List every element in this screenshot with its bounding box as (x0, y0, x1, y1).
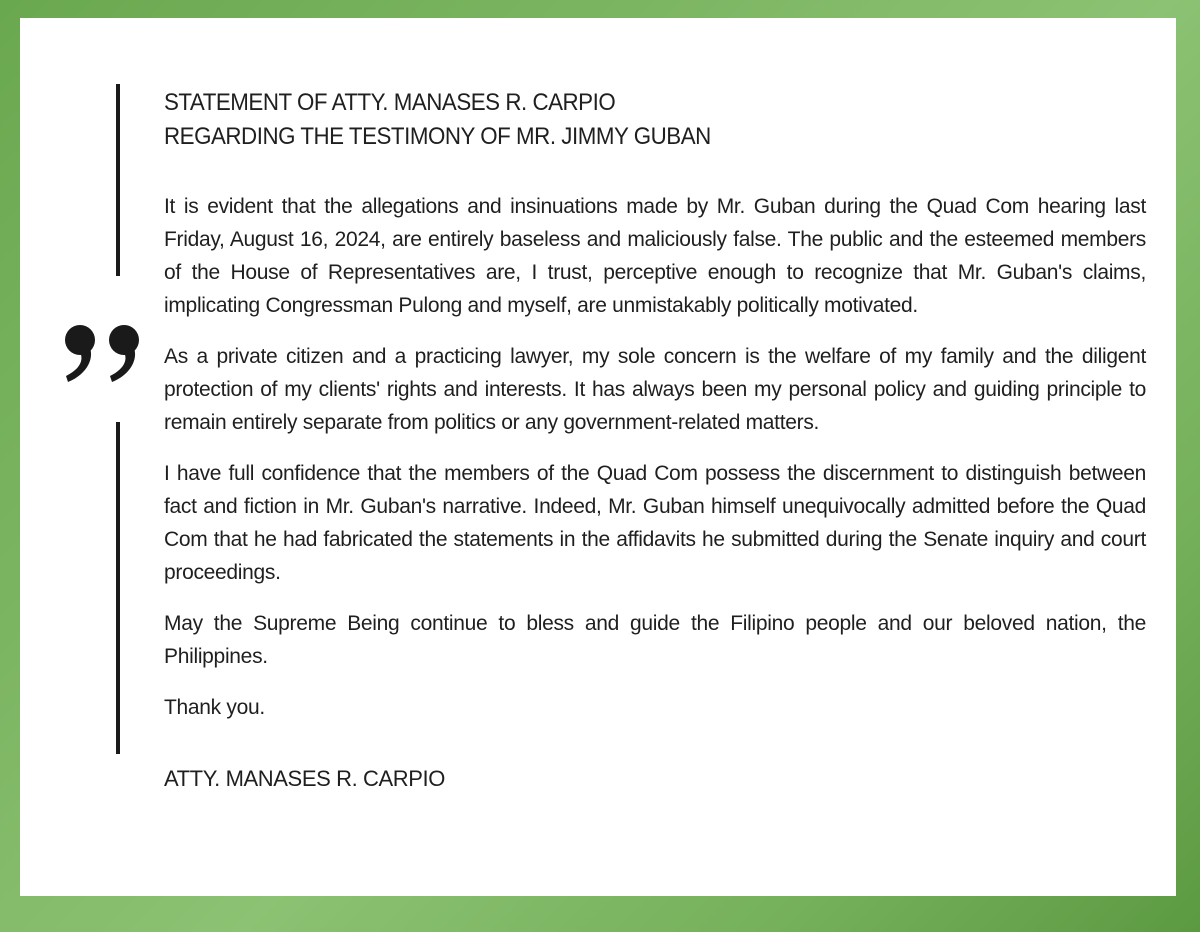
paragraph-4: May the Supreme Being continue to bless and guide the Filipino people and our beloved nation, the Philippines. (164, 612, 1146, 668)
signature: ATTY. MANASES R. CARPIO (164, 766, 445, 791)
statement-title (164, 86, 1146, 154)
paragraph-3: I have full confidence that the members of the Quad Com possess the discernment to distinguish between fact and fiction in Mr. Guban's narrative. Indeed, Mr. Guban himself unequivocally admitted before the Quad Com that he had fabricated the statements in the affidavits he submitted during the Senate inquiry and court proceedings. (164, 462, 1146, 584)
closing-line: Thank you. (164, 696, 265, 719)
paragraph-1: It is evident that the allegations and insinuations made by Mr. Guban during the Quad Com hearing last Friday, August 16, 2024, are entirely baseless and maliciously false. The public and the esteemed members of the House of Representatives are, I trust, perceptive enough to recognize that Mr. Guban's claims, implicating Congressman Pulong and myself, are unmistakably politically motivated. (164, 195, 1146, 317)
statement-body (164, 86, 1146, 795)
left-divider-bottom (116, 422, 120, 754)
closing-quote-icon (58, 294, 158, 394)
left-divider-top (116, 84, 120, 276)
paragraph-2: As a private citizen and a practicing lawyer, my sole concern is the welfare of my family and the diligent protection of my clients' rights and interests. It has always been my personal policy and guiding principle to remain entirely separate from politics or any government-related matters. (164, 345, 1146, 434)
title-line-1: STATEMENT OF ATTY. MANASES R. CARPIO (164, 89, 616, 116)
title-line-2: REGARDING THE TESTIMONY OF MR. JIMMY GUBAN (164, 123, 711, 150)
